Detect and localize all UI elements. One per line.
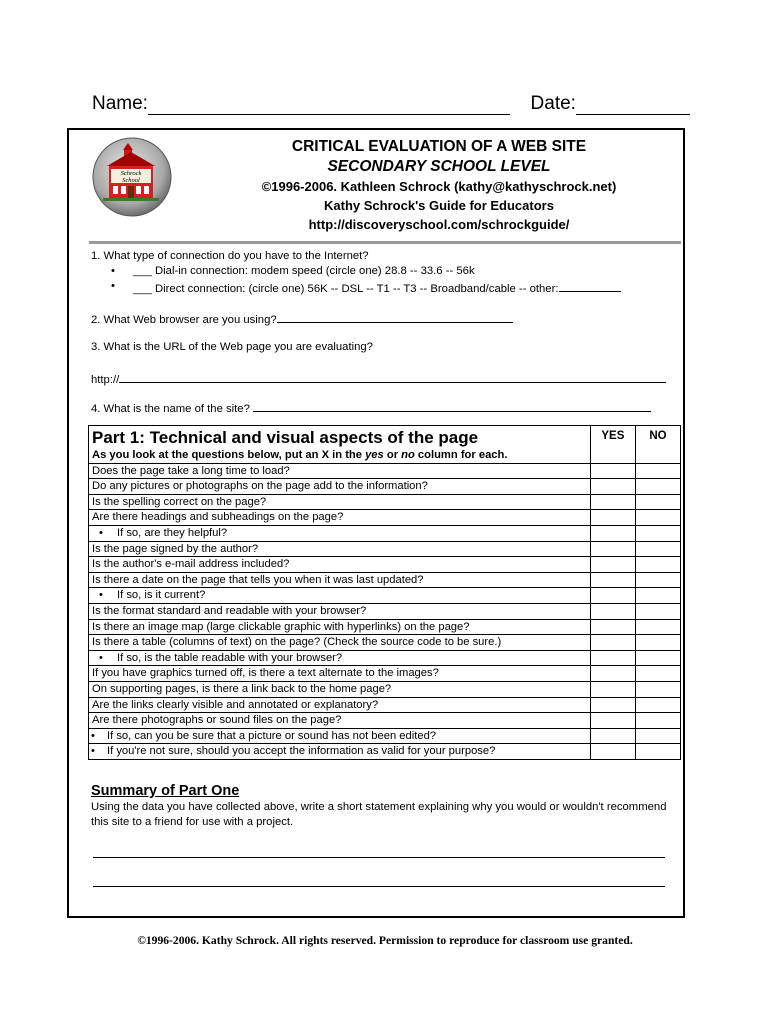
yes-checkbox-cell[interactable]: [590, 603, 635, 619]
no-checkbox-cell[interactable]: [635, 572, 680, 588]
summary-writing-line-2[interactable]: [93, 886, 665, 887]
yes-checkbox-cell[interactable]: [590, 713, 635, 729]
question-cell: Are the links clearly visible and annotated or explanatory?: [89, 697, 591, 713]
no-checkbox-cell[interactable]: [635, 666, 680, 682]
evaluation-table: [88, 425, 681, 760]
summary-heading: Summary of Part One: [91, 783, 240, 799]
header-divider: [89, 241, 681, 244]
yes-checkbox-cell[interactable]: [590, 494, 635, 510]
yes-checkbox-cell[interactable]: [590, 525, 635, 541]
question-cell: Do any pictures or photographs on the page add to the information?: [89, 479, 591, 495]
question-cell: • If so, are they helpful?: [89, 525, 591, 541]
question-cell: Is the page signed by the author?: [89, 541, 591, 557]
table-heading-row: [89, 426, 681, 464]
title-guide: Kathy Schrock's Guide for Educators: [324, 198, 554, 213]
question-cell: Is the spelling correct on the page?: [89, 494, 591, 510]
footer-copyright: ©1996-2006. Kathy Schrock. All rights reserved. Permission to reproduce for classroom use granted.: [137, 934, 633, 947]
table-row: [89, 463, 681, 479]
title-copyright: ©1996-2006. Kathleen Schrock (kathy@kathyschrock.net): [261, 179, 617, 194]
summary-instructions: Using the data you have collected above, write a short statement explaining why you would or wouldn't recommend this site to a friend for use with a project.: [91, 801, 667, 828]
url-field[interactable]: [119, 370, 666, 383]
no-checkbox-cell[interactable]: [635, 697, 680, 713]
no-checkbox-cell[interactable]: [635, 603, 680, 619]
table-row: [89, 541, 681, 557]
question-1-option-dialin: • ___ Dial-in connection: modem speed (circle one) 28.8 -- 33.6 -- 56k: [91, 264, 621, 279]
yes-checkbox-cell[interactable]: [590, 572, 635, 588]
date-label: Date:: [530, 93, 576, 114]
no-checkbox-cell[interactable]: [635, 588, 680, 604]
yes-checkbox-cell[interactable]: [590, 619, 635, 635]
no-checkbox-cell[interactable]: [635, 479, 680, 495]
yes-checkbox-cell[interactable]: [590, 650, 635, 666]
no-checkbox-cell[interactable]: [635, 744, 680, 760]
no-column-header: NO: [635, 426, 680, 464]
summary-section: [91, 782, 681, 830]
yes-checkbox-cell[interactable]: [590, 588, 635, 604]
title-main: CRITICAL EVALUATION OF A WEB SITE: [291, 138, 587, 155]
part1-heading: Part 1: Technical and visual aspects of the page: [92, 428, 479, 447]
table-row: [89, 728, 681, 744]
other-connection-field[interactable]: [559, 279, 621, 292]
name-date-line: [92, 93, 692, 119]
no-checkbox-cell[interactable]: [635, 525, 680, 541]
table-row: [89, 635, 681, 651]
no-checkbox-cell[interactable]: [635, 619, 680, 635]
question-1-option-direct: • ___ Direct connection: (circle one) 56K -- DSL -- T1 -- T3 -- Broadband/cable -- other:: [91, 279, 621, 297]
yes-checkbox-cell[interactable]: [590, 681, 635, 697]
title-url: http://discoveryschool.com/schrockguide/: [308, 217, 570, 232]
browser-field[interactable]: [277, 310, 513, 323]
question-cell: Does the page take a long time to load?: [89, 463, 591, 479]
summary-writing-line-1[interactable]: [93, 857, 665, 858]
svg-text:Schrock: Schrock: [120, 170, 142, 177]
title-block: [189, 137, 689, 234]
no-checkbox-cell[interactable]: [635, 713, 680, 729]
no-checkbox-cell[interactable]: [635, 494, 680, 510]
yes-checkbox-cell[interactable]: [590, 510, 635, 526]
question-cell: Are there photographs or sound files on the page?: [89, 713, 591, 729]
table-row: [89, 510, 681, 526]
question-4: 4. What is the name of the site?: [91, 399, 651, 417]
table-row: [89, 557, 681, 573]
svg-text:School: School: [122, 177, 140, 184]
url-line: http://: [91, 370, 666, 388]
question-cell: Is there a date on the page that tells you when it was last updated?: [89, 572, 591, 588]
table-row: [89, 494, 681, 510]
name-label: Name:: [92, 93, 148, 114]
no-checkbox-cell[interactable]: [635, 557, 680, 573]
no-checkbox-cell[interactable]: [635, 728, 680, 744]
question-1-text: 1. What type of connection do you have to the Internet?: [91, 250, 369, 262]
schrock-school-logo: [91, 136, 173, 218]
table-row: [89, 666, 681, 682]
table-row: [89, 744, 681, 760]
table-row: [89, 525, 681, 541]
table-row: [89, 572, 681, 588]
question-cell: On supporting pages, is there a link back to the home page?: [89, 681, 591, 697]
summary-writing-line-3[interactable]: [93, 916, 665, 917]
no-checkbox-cell[interactable]: [635, 635, 680, 651]
no-checkbox-cell[interactable]: [635, 510, 680, 526]
yes-checkbox-cell[interactable]: [590, 557, 635, 573]
table-row: [89, 681, 681, 697]
title-level: SECONDARY SCHOOL LEVEL: [327, 158, 551, 175]
no-checkbox-cell[interactable]: [635, 681, 680, 697]
question-2: 2. What Web browser are you using?: [91, 310, 513, 328]
yes-column-header: YES: [590, 426, 635, 464]
yes-checkbox-cell[interactable]: [590, 463, 635, 479]
worksheet-frame: [67, 128, 685, 918]
table-row: [89, 650, 681, 666]
yes-checkbox-cell[interactable]: [590, 666, 635, 682]
question-cell: • If so, is it current?: [89, 588, 591, 604]
question-cell: Is there an image map (large clickable graphic with hyperlinks) on the page?: [89, 619, 591, 635]
yes-checkbox-cell[interactable]: [590, 635, 635, 651]
table-row: [89, 479, 681, 495]
question-cell: Are there headings and subheadings on the page?: [89, 510, 591, 526]
yes-checkbox-cell[interactable]: [590, 479, 635, 495]
question-cell: Is the author's e-mail address included?: [89, 557, 591, 573]
date-field[interactable]: [576, 94, 690, 115]
table-row: [89, 619, 681, 635]
no-checkbox-cell[interactable]: [635, 541, 680, 557]
site-name-field[interactable]: [253, 399, 651, 412]
question-cell: • If so, can you be sure that a picture or sound has not been edited?: [89, 728, 591, 744]
question-cell: • If so, is the table readable with your browser?: [89, 650, 591, 666]
question-1: [91, 249, 621, 297]
no-checkbox-cell[interactable]: [635, 650, 680, 666]
question-cell: If you have graphics turned off, is there a text alternate to the images?: [89, 666, 591, 682]
question-cell: Is the format standard and readable with your browser?: [89, 603, 591, 619]
question-3: 3. What is the URL of the Web page you are evaluating?: [91, 341, 373, 353]
yes-checkbox-cell[interactable]: [590, 541, 635, 557]
yes-checkbox-cell[interactable]: [590, 728, 635, 744]
question-cell: • If you're not sure, should you accept the information as valid for your purpose?: [89, 744, 591, 760]
question-cell: Is there a table (columns of text) on the page? (Check the source code to be sure.): [89, 635, 591, 651]
yes-checkbox-cell[interactable]: [590, 697, 635, 713]
name-field[interactable]: [148, 94, 510, 115]
table-row: [89, 603, 681, 619]
table-row: [89, 713, 681, 729]
yes-checkbox-cell[interactable]: [590, 744, 635, 760]
part1-instructions: As you look at the questions below, put an X in the yes or no column for each.: [92, 449, 508, 461]
table-row: [89, 588, 681, 604]
table-row: [89, 697, 681, 713]
no-checkbox-cell[interactable]: [635, 463, 680, 479]
